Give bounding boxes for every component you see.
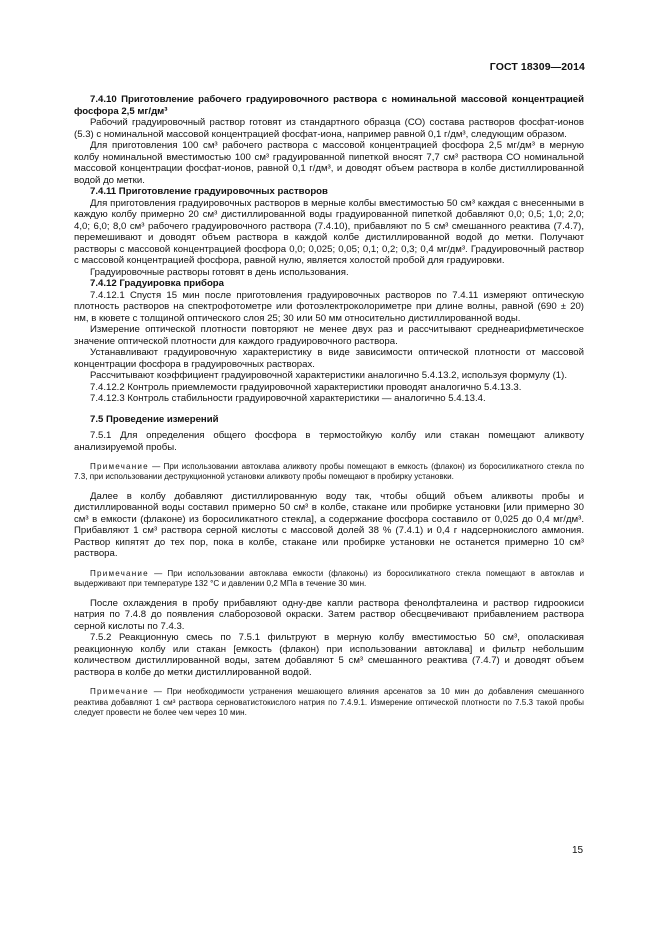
heading-7-4-10: 7.4.10 Приготовление рабочего градуировочного раствора с номинальной массовой концентрацией фосфора 2,5 мг/дм³: [74, 94, 584, 117]
heading-7-4-11: 7.4.11 Приготовление градуировочных растворов: [90, 186, 328, 197]
note: [74, 569, 584, 590]
note: [74, 462, 584, 483]
heading-7-4-12: 7.4.12 Градуировка прибора: [90, 278, 225, 289]
paragraph: 7.4.12.3 Контроль стабильности градуировочной характеристики — аналогично 5.4.13.4.: [90, 393, 486, 404]
heading-7-5: 7.5 Проведение измерений: [90, 413, 219, 425]
paragraph: Градуировочные растворы готовят в день использования.: [90, 266, 349, 278]
paragraph: После охлаждения в пробу прибавляют одну-две капли раствора фенолфталеина и раствор гидроокиси натрия по 7.4.8 до появления слаборозовой окраски. Затем раствор обесцвечивают прибавлением раствора серной кислоты по 7.4.3.: [74, 597, 584, 632]
paragraph: 7.4.12.1 Спустя 15 мин после приготовления градуировочных растворов по 7.4.11 измеряют оптическую плотность растворов на спектрофотометре или фотоэлектроколориметре при длине волны, равной (690 ± 20) нм, в кювете с толщиной оптического слоя 25; 30 или 50 мм относительно дистиллированной воды.: [74, 289, 584, 324]
paragraph: 7.4.12.2 Контроль приемлемости градуировочной характеристики проводят аналогично 5.4.13.3.: [90, 381, 522, 393]
note: [74, 687, 584, 718]
note-label: Примечание: [90, 687, 149, 697]
paragraph: 7.5.2 Реакционную смесь по 7.5.1 фильтруют в мерную колбу вместимостью 50 см³, ополаскивая реакционную колбу или стакан [емкость (флакон) при использовании автоклава] и фильтр небольшим количеством дистиллированной воды, затем добавляют 5 см³ смешанного реактива (7.4.7) и доводят объем раствора в колбе до метки дистиллированной водой.: [74, 632, 584, 678]
paragraph: Далее в колбу добавляют дистиллированную воду так, чтобы общий объем аликвоты пробы и дистиллированной воды составил примерно 50 см³ в колбе, стакане или пробирке установки [или примерно 30 см³ в емкости (флаконе) из боросиликатного стекла], а содержание фосфора составило от 0,025 до 0,4 мг/дм³. Прибавляют 1 см³ раствора серной кислоты с массовой долей 38 % (7.4.1) и 0,4 г надсернокислого аммония. Раствор кипятят до тех пор, пока в колбе, стакане или пробирке установки не останется примерно 10 см³ раствора.: [74, 490, 584, 560]
paragraph: Для приготовления 100 см³ рабочего раствора с массовой концентрацией фосфора 2,5 мг/дм³ в мерную колбу номинальной вместимостью 100 см³ градуированной пипеткой вносят 7,7 см³ раствора СО номинальной массовой концентрации фосфат-ионов, равной 0,1 г/дм³, и доводят объем раствора в колбе дистиллированной водой до метки.: [74, 140, 584, 186]
paragraph: Рассчитывают коэффициент градуировочной характеристики аналогично 5.4.13.2, используя формулу (1).: [90, 370, 567, 381]
page-number: 15: [572, 845, 584, 856]
paragraph: Устанавливают градуировочную характеристику в виде зависимости оптической плотности от массовой концентрации фосфора в градуировочных растворах.: [74, 347, 584, 370]
standard-id: ГОСТ 18309—2014: [489, 61, 585, 73]
paragraph: Рабочий градуировочный раствор готовят из стандартного образца (СО) состава растворов фосфат-ионов (5.3) с номинальной массовой концентрацией фосфат-иона, например равной 0,1 г/дм³, следующим образом.: [74, 117, 584, 140]
note-text: — При необходимости устранения мешающего влияния арсенатов за 10 мин до добавления смешанного реактива добавляют 1 см³ раствора серноватистокислого натрия по 7.4.9.1. Измерение оптической плотности по 7.5.3 такой пробы следует провести не более чем через 10 мин.: [74, 687, 584, 717]
note-label: Примечание: [90, 462, 149, 471]
note-text: — При использовании автоклава емкости (флаконы) из боросиликатного стекла помещают в автоклав и выдерживают при температуре 132 °С и давлении 0,2 МПа в течение 30 мин.: [74, 568, 584, 589]
paragraph: Измерение оптической плотности повторяют не менее двух раз и рассчитывают среднеарифметическое значение оптической плотности для каждого градуировочного раствора.: [74, 324, 584, 347]
paragraph: 7.5.1 Для определения общего фосфора в термостойкую колбу или стакан помещают аликвоту анализируемой пробы.: [74, 430, 584, 453]
note-label: Примечание: [90, 568, 149, 578]
note-text: — При использовании автоклава аликвоту пробы помещают в емкость (флакон) из боросиликатного стекла по 7.3, при использовании деструкционной установки аликвоту пробы помещают в пробирку установки.: [74, 462, 584, 482]
body-text: [74, 94, 584, 726]
paragraph: Для приготовления градуировочных растворов в мерные колбы вместимостью 50 см³ каждая с внесенными в каждую колбу примерно 20 см³ дистиллированной воды градуированной пипеткой добавляют 0,0; 0,5; 1,0; 2,0; 4,0; 6,0; 8,0 см³ рабочего градуировочного раствора (7.4.10), прибавляют по 5 см³ смешанного реактива (7.4.7), перемешивают и доводят объем раствора в каждой колбе дистиллированной водой до метки. Получают растворы с массовой концентрацией фосфора 0,0; 0,025; 0,05; 0,1; 0,2; 0,3; 0,4 мг/дм³. Градуировочный раствор с массовой концентрацией фосфора, равной нулю, является холостой пробой для градуировки.: [74, 197, 584, 266]
